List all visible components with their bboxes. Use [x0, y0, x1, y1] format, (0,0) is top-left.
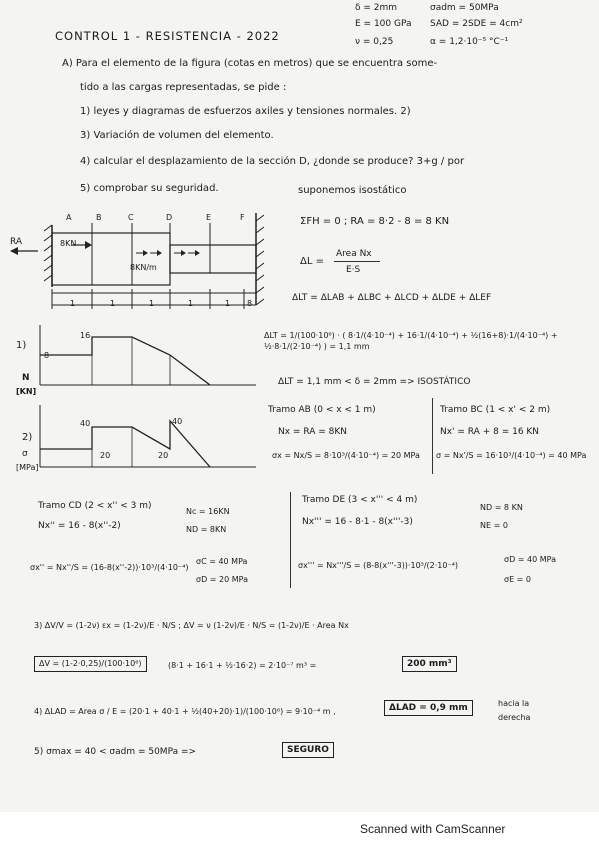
page-title: CONTROL 1 - RESISTENCIA - 2022: [55, 29, 280, 43]
diagram-2-value-20a: 20: [100, 451, 111, 460]
diagram-2-unit: [MPa]: [16, 463, 39, 472]
tramo-de-sigma: σx''' = Nx'''/S = (8-8(x'''-3))·10³/(2·10⁻⁴): [298, 561, 459, 570]
scanner-watermark: Scanned with CamScanner: [360, 822, 506, 836]
part-4-result: ΔLAD = 0,9 mm: [384, 700, 473, 716]
tramo-cd-nc: Nc = 16KN: [186, 507, 230, 516]
diagram-2-axis: σ: [22, 449, 28, 459]
equilibrium-eq: ΣFH = 0 ; RA = 8·2 - 8 = 8 KN: [300, 216, 450, 227]
data-nu: ν = 0,25: [355, 37, 394, 47]
point-load-label: 8KN: [60, 239, 77, 248]
reaction-label: RA: [10, 237, 23, 247]
diagram-2-value-40a: 40: [80, 419, 91, 428]
diagram-1-value-16: 16: [80, 331, 91, 340]
part-3-box: ΔV = (1-2·0,25)/(100·10⁶): [34, 656, 147, 672]
tramo-divider: [432, 398, 433, 474]
dist-load-label: 8KN/m: [130, 263, 157, 272]
data-s: SAD = 2SDE = 4cm²: [430, 19, 523, 29]
tramo-de-n: Nx''' = 16 - 8·1 - 8(x'''-3): [302, 517, 413, 527]
span-ab: 1: [70, 299, 76, 308]
dl-lhs: ΔL =: [300, 256, 324, 267]
point-e-label: E: [206, 213, 212, 222]
tramo-de-nd: ND = 8 KN: [480, 503, 523, 512]
diagram-1-value-8: 8: [44, 351, 50, 360]
span-bc: 1: [110, 299, 116, 308]
assumption-note: suponemos isostático: [298, 185, 407, 196]
isostatic-check: ΔLT = 1,1 mm < δ = 2mm => ISOSTÁTICO: [278, 377, 471, 387]
tramo-cd-n: Nx'' = 16 - 8(x''-2): [38, 521, 121, 531]
statement-line-b: tido a las cargas representadas, se pide :: [80, 82, 287, 93]
tramo-de-title: Tramo DE (3 < x''' < 4 m): [302, 495, 418, 505]
diagram-2-value-40b: 40: [172, 417, 183, 426]
part-4-note-2: derecha: [498, 713, 531, 722]
span-ef: 1: [225, 299, 231, 308]
question-4: 4) calcular el desplazamiento de la sección D, ¿donde se produce? 3+g / por: [80, 156, 465, 167]
diagram-1-unit: [KN]: [16, 387, 37, 396]
part-4-note-1: hacia la: [498, 699, 530, 708]
dl-numerator: Area Nx: [336, 249, 372, 259]
tramo-de-sigma-d: σD = 40 MPa: [504, 555, 557, 564]
dl-denominator: E·S: [346, 265, 361, 275]
span-mark: 8: [247, 299, 253, 308]
data-sadm: σadm = 50MPa: [430, 3, 499, 13]
span-cd: 1: [149, 299, 155, 308]
part-5-equation: 5) σmax = 40 < σadm = 50MPa =>: [34, 747, 197, 757]
diagram-1-axis: N: [22, 373, 30, 383]
diagram-2-value-20b: 20: [158, 451, 169, 460]
point-d-label: D: [166, 213, 173, 222]
tramo-bc-n: Nx' = RA + 8 = 16 KN: [440, 427, 540, 437]
diagram-1-label: 1): [16, 340, 27, 351]
part-5-result: SEGURO: [282, 742, 334, 758]
point-b-label: B: [96, 213, 102, 222]
data-alpha: α = 1,2·10⁻⁵ °C⁻¹: [430, 37, 509, 47]
dl-total-sum: ΔLT = ΔLAB + ΔLBC + ΔLCD + ΔLDE + ΔLEF: [292, 293, 492, 303]
data-e: E = 100 GPa: [355, 19, 412, 29]
point-c-label: C: [128, 213, 134, 222]
tramo-ab-n: Nx = RA = 8KN: [278, 427, 347, 437]
part-3-rest: (8·1 + 16·1 + ½·16·2) = 2·10⁻⁷ m³ =: [168, 661, 317, 670]
part-3-result: 200 mm³: [402, 656, 457, 672]
question-1: 1) leyes y diagramas de esfuerzos axiles y tensiones normales. 2): [80, 106, 411, 117]
part-4-equation: 4) ΔLAD = Area σ / E = (20·1 + 40·1 + ½(40+20)·1)/(100·10⁶) = 9·10⁻⁴ m ,: [34, 707, 336, 716]
tramo-cd-sigma-c: σC = 40 MPa: [196, 557, 248, 566]
tramo-cd-sigma-d: σD = 20 MPa: [196, 575, 249, 584]
tramo-ab-title: Tramo AB (0 < x < 1 m): [268, 405, 376, 415]
dl-fraction-bar: [334, 261, 380, 262]
tramo-de-sigma-e: σE = 0: [504, 575, 532, 584]
data-delta: δ = 2mm: [355, 3, 398, 13]
tramo-bc-title: Tramo BC (1 < x' < 2 m): [440, 405, 551, 415]
dl-total-full: ΔLT = 1/(100·10⁶) · ( 8·1/(4·10⁻⁴) + 16·1/(4·10⁻⁴) + ½(16+8)·1/(4·10⁻⁴) + ½·8·1/(2·10⁻⁴) ) = 1,1 mm: [264, 331, 558, 351]
tramo-cd-title: Tramo CD (2 < x'' < 3 m): [38, 501, 152, 511]
tramo-ab-sigma: σx = Nx/S = 8·10³/(4·10⁻⁴) = 20 MPa: [272, 451, 420, 460]
span-de: 1: [188, 299, 194, 308]
tramo-de-ne: NE = 0: [480, 521, 508, 530]
tramo-cd-nd: ND = 8KN: [186, 525, 227, 534]
tramo-bc-sigma: σ = Nx'/S = 16·10³/(4·10⁻⁴) = 40 MPa: [436, 451, 587, 460]
tramo-divider-2: [290, 492, 291, 588]
question-3: 3) Variación de volumen del elemento.: [80, 130, 274, 141]
point-f-label: F: [240, 213, 245, 222]
tramo-cd-sigma: σx'' = Nx''/S = (16-8(x''-2))·10³/(4·10⁻⁴): [30, 563, 189, 572]
point-a-label: A: [66, 213, 72, 222]
statement-line-a: A) Para el elemento de la figura (cotas en metros) que se encuentra some-: [62, 58, 438, 69]
part-3-equation: 3) ΔV/V = (1-2ν) εx = (1-2ν)/E · N/S ; ΔV = ν (1-2ν)/E · N/S = (1-2ν)/E · Area Nx: [34, 621, 349, 630]
beam-figure: [0, 205, 280, 475]
question-5: 5) comprobar su seguridad.: [80, 183, 219, 194]
diagram-2-label: 2): [22, 432, 33, 443]
